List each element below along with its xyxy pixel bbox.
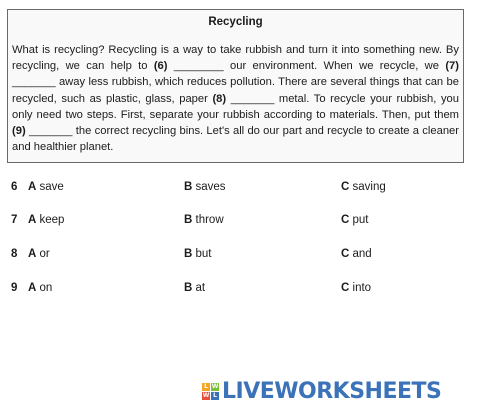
passage-sentence-3: away less rubbish, which reduces pollution. There are several things that can be recycled, such as plastic, glass, paper — [12, 76, 459, 105]
gap-number-7: (7) — [445, 60, 459, 73]
question-row-8 — [0, 248, 480, 268]
option-b[interactable]: B saves — [184, 181, 226, 193]
passage-sentence-2: our environment. When we recycle, we — [230, 60, 446, 73]
question-row-6 — [0, 181, 480, 201]
logo-tile: W — [202, 391, 210, 399]
question-row-7 — [0, 214, 480, 234]
question-number: 8 — [11, 248, 18, 260]
passage-sentence-4: metal. To recycle your rubbish, you only need two steps. First, separate your rubbish according to materials. Then, put them — [12, 92, 459, 121]
gap-blank-7[interactable]: _______ — [12, 76, 59, 89]
reading-passage-box — [7, 9, 464, 163]
gap-number-6: (6) — [153, 60, 168, 73]
logo-tile: L — [211, 392, 219, 400]
logo-tiles-icon — [202, 383, 219, 400]
option-c[interactable]: C and — [341, 248, 372, 260]
option-a[interactable]: A on — [28, 282, 53, 294]
question-number: 7 — [11, 214, 18, 226]
option-b[interactable]: B at — [184, 282, 206, 294]
option-a[interactable]: A save — [28, 181, 64, 193]
question-row-9 — [0, 282, 480, 302]
question-number: 6 — [11, 181, 18, 193]
option-b[interactable]: B throw — [184, 214, 224, 226]
liveworksheets-logo — [202, 376, 441, 406]
option-c[interactable]: C into — [341, 282, 372, 294]
option-c[interactable]: C saving — [341, 181, 386, 193]
gap-blank-9[interactable]: _______ — [25, 125, 76, 138]
passage-sentence-5: the correct recycling bins. Let's all do our part and recycle to create a cleaner and healthier planet. — [12, 125, 459, 154]
gap-number-8: (8) — [212, 92, 227, 105]
option-a[interactable]: A keep — [28, 214, 65, 226]
passage-text — [12, 42, 459, 155]
gap-blank-8[interactable]: _______ — [226, 92, 279, 105]
option-c[interactable]: C put — [341, 214, 369, 226]
gap-number-9: (9) — [12, 125, 26, 138]
logo-tile: L — [202, 383, 210, 391]
logo-text: LIVEWORKSHEETS — [222, 378, 442, 404]
gap-blank-6[interactable]: ________ — [167, 60, 230, 73]
option-a[interactable]: A or — [28, 248, 50, 260]
passage-sentence-1: What is recycling? Recycling is a way to take rubbish and turn it into something new. By recycling, we can help to — [12, 44, 459, 73]
logo-tile: W — [211, 382, 219, 390]
option-b[interactable]: B but — [184, 248, 212, 260]
question-number: 9 — [11, 282, 18, 294]
passage-title: Recycling — [208, 16, 263, 28]
